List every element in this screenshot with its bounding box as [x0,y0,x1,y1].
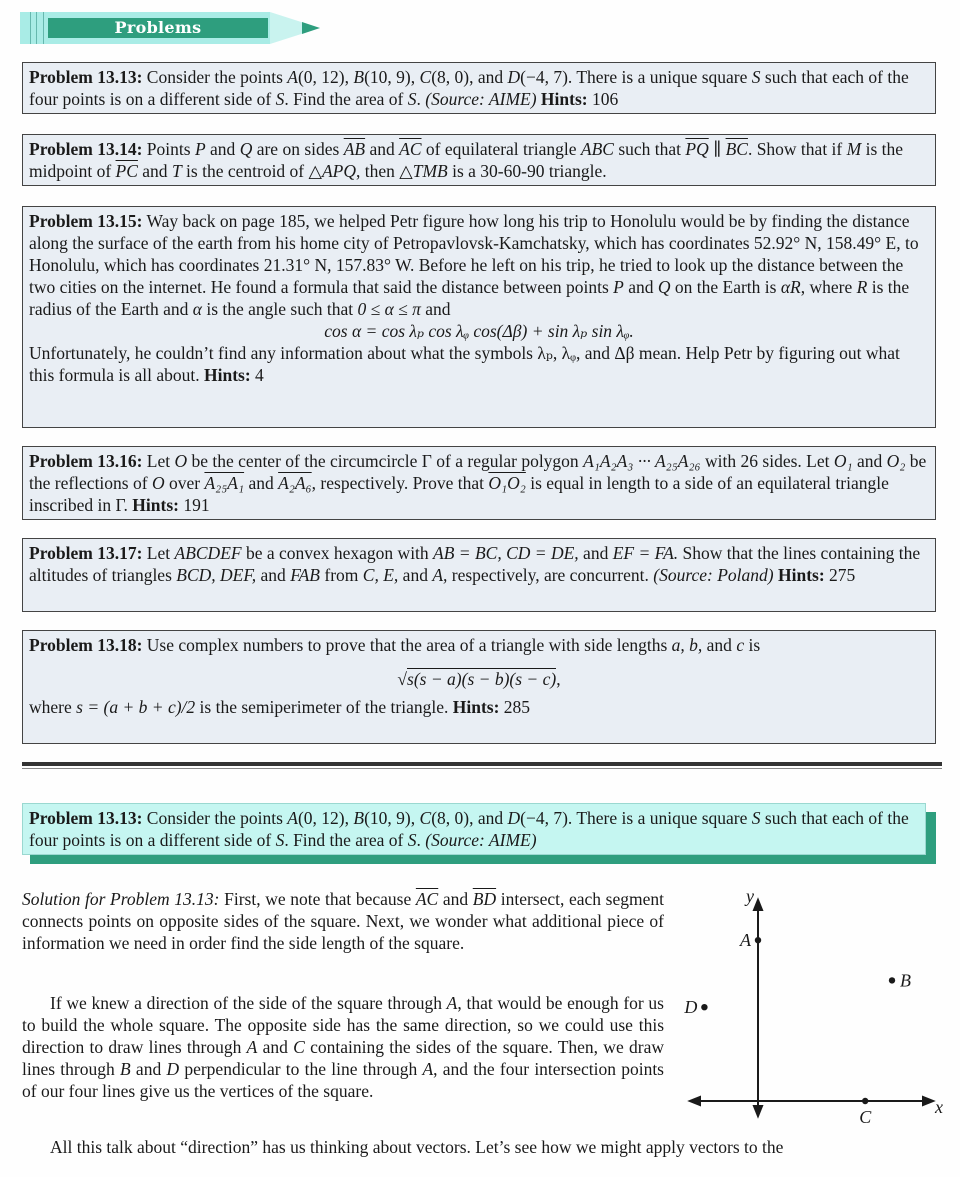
math: D [166,1059,180,1079]
text: be the reflections of [29,451,927,493]
math: A [287,67,298,87]
text: such that each of the four points is on a different side of [29,67,909,109]
text: is equal in length to a side of an equilateral triangle inscribed in Γ. [29,473,889,515]
text: (8, 0), and [431,808,508,828]
text: are on sides [252,139,344,159]
problem-heading: Problem 13.14: [29,139,143,159]
text: and [137,161,172,181]
pencil-stripes [30,12,44,44]
hints-label: Hints: [773,565,825,585]
hints-link[interactable]: 4 [250,365,264,385]
problem-heading: Problem 13.13: [29,808,143,828]
math: α [192,299,202,319]
text: over [164,473,205,493]
problem-heading: Problem 13.18: [29,635,143,655]
point-b [889,977,895,983]
text: . [416,89,426,109]
text: , and the four intersection points of our four lines give us the vertices of the square. [22,1059,664,1101]
text: and [420,299,451,319]
math: C [293,1037,305,1057]
text: and [578,543,613,563]
math: c [736,635,745,655]
math: Q [657,277,671,297]
x-axis-label: x [935,1097,943,1117]
math: FAB [290,565,321,585]
hints-link[interactable]: 275 [824,565,856,585]
text: and [130,1059,167,1079]
highlighted-problem-13-13 [22,803,926,855]
math: A, [432,565,448,585]
math: A [446,993,458,1013]
text: and [623,277,658,297]
problem-13-18 [22,630,936,744]
math: S [275,89,285,109]
math: O₁ [833,451,853,471]
text: with 26 sides. Let [700,451,834,471]
banner-title: Problems [48,18,268,38]
text: Way back on page 185, we helped Petr figure how long his trip to Honolulu would be by finding the distance along the surface of the earth from his home city of Petropavlovsk-Kamchatsky, which has coordinates 52.92° N, 158.49° E, to Honolulu, which has coordinates 21.31° N, 157.83° W. Before he left on his trip, he tried to look up the distance between the two cities on the internet. He found a formula that said the distance between points [29,211,919,297]
math: O [174,451,188,471]
math: TMB [412,161,448,181]
segment: A₂A₆ [278,473,312,493]
pencil-tip-icon [302,22,320,34]
math: B [353,67,365,87]
text: , that would be enough for us to build the whole square. The opposite side has the same direction, so we could use this direction to draw lines through [22,993,664,1057]
point-c [862,1098,868,1104]
text: is the midpoint of [29,139,904,181]
math: αR [780,277,801,297]
text: (8, 0), and [431,67,508,87]
text: and [365,139,400,159]
display-formula [29,668,929,690]
text: and [438,889,473,909]
text: , where [800,277,857,297]
math: S [407,830,417,850]
math: D [507,808,521,828]
text: containing the sides of the square. Then, we draw lines through [22,1037,664,1079]
source-note: (Source: AIME) [425,89,537,109]
text: such that [613,139,686,159]
point-label-a: A [740,930,751,951]
text: and [702,635,737,655]
source-note: (Source: AIME) [425,830,537,850]
segment: $\overline{AB}$ [343,139,366,159]
text: (−4, 7). There is a unique square [520,67,752,87]
text: Use complex numbers to prove that the area of a triangle with side lengths [142,635,672,655]
math: AB = BC, CD = DE, [433,543,579,563]
math: s = (a + b + c)/2 [76,697,196,717]
math: A [422,1059,434,1079]
segment: $\overline{BC}$ [725,139,748,159]
text: , [556,669,561,689]
text: where [29,697,77,717]
math: S [751,808,761,828]
text: (10, 9), [364,67,420,87]
text: and [244,473,279,493]
text: Let [142,451,175,471]
text: and [852,451,887,471]
hints-link[interactable]: 285 [499,697,531,717]
problem-13-16 [22,446,936,520]
math: T [171,161,182,181]
math: A₁A₂A₃ ··· A₂₅A₂₆ [583,451,701,471]
text: on the Earth is [670,277,781,297]
segment: A₂₅A₁ [204,473,245,493]
text: (−4, 7). There is a unique square [520,808,752,828]
math: D [507,67,521,87]
math: 0 ≤ α ≤ π [357,299,421,319]
source-note: (Source: Poland) [653,565,774,585]
text: Unfortunately, he couldn’t find any information about what the symbols λₚ, λᵩ, and Δβ mean. Help Petr by figuring out what this formula is all about. [29,343,900,385]
math: C [419,67,432,87]
section-divider [22,762,942,766]
solution-label: Solution for Problem 13.13: [22,889,220,909]
math: EF = FA. [612,543,679,563]
radicand: s(s − a)(s − b)(s − c) [407,669,557,689]
text: be the center of the circumcircle Γ of a regular polygon [187,451,584,471]
math: M [846,139,862,159]
text: and [205,139,240,159]
text: is the angle such that [201,299,358,319]
problem-heading: Problem 13.15: [29,211,143,231]
coordinate-figure [680,880,960,1130]
math: BCD, DEF, [176,565,257,585]
text: from [320,565,363,585]
text: . Find the area of [284,830,408,850]
text: First, we note that because [219,889,416,909]
text: (0, 12), [297,808,354,828]
text: ∥ [708,139,726,159]
segment: $\overline{BD}$ [472,889,497,909]
math: C [419,808,432,828]
text: is the radius of the Earth and [29,277,910,319]
section-divider-thin [22,768,942,769]
text: . [416,830,426,850]
math: ABC [580,139,614,159]
math: R [856,277,868,297]
hints-label: Hints: [127,495,179,515]
segment: $\overline{PQ}$ [685,139,709,159]
text: If we knew a direction of the side of the square through [50,993,447,1013]
math: A [287,808,298,828]
text: perpendicular to the line through [179,1059,423,1079]
text: Show that the lines containing the altitudes of triangles [29,543,921,585]
text: , respectively. Prove that [311,473,489,493]
math: P [194,139,206,159]
math: B [353,808,365,828]
math: ABCDEF [174,543,242,563]
text: is a 30-60-90 triangle. [447,161,607,181]
point-d [701,1004,707,1010]
problem-13-15 [22,206,936,428]
text: (0, 12), [297,67,354,87]
segment: $\overline{PC}$ [115,161,138,181]
sqrt-sign: √ [397,669,408,689]
solution-paragraph-1 [22,888,664,954]
math: S [275,830,285,850]
problem-heading: Problem 13.17: [29,543,143,563]
hints-link[interactable]: 191 [178,495,210,515]
math: P [613,277,624,297]
math: C, E, [362,565,399,585]
display-formula: cos α = cos λₚ cos λᵩ cos(Δβ) + sin λₚ sin λᵩ. [324,321,634,341]
math: APQ [321,161,357,181]
problem-13-14 [22,134,936,186]
hints-label: Hints: [199,365,251,385]
math: O [151,473,165,493]
text: and [398,565,433,585]
text: respectively, are concurrent. [447,565,654,585]
problem-heading: Problem 13.16: [29,451,143,471]
text: . Show that if [747,139,847,159]
text: such that each of the four points is on a different side of [29,808,909,850]
text: is the centroid of △ [181,161,322,181]
text: Let [142,543,175,563]
math: a, b, [671,635,703,655]
text: is [744,635,761,655]
math: S [407,89,417,109]
segment: $\overline{AC}$ [399,139,422,159]
solution-paragraph-3: All this talk about “direction” has us thinking about vectors. Let’s see how we might apply vectors to the [50,1137,784,1157]
segment: O₁O₂ [488,473,526,493]
math: O₂ [886,451,906,471]
text: intersect, each segment connects points on opposite sides of the square. Next, we wonder what additional piece of information we need in order find the side length of the square. [22,889,664,953]
math: Q [239,139,253,159]
text: Consider the points [142,808,288,828]
text: and [257,1037,294,1057]
text: and [256,565,291,585]
y-axis-label: y [746,886,754,906]
hints-link[interactable]: 106 [587,89,619,109]
hints-label: Hints: [536,89,588,109]
segment: $\overline{AC}$ [415,889,439,909]
point-label-c: C [859,1107,872,1127]
hints-label: Hints: [448,697,500,717]
text: be a convex hexagon with [241,543,434,563]
problems-banner [20,12,320,44]
point-label-b: B [900,970,911,991]
problem-13-17 [22,538,936,612]
text: . Find the area of [284,89,408,109]
text: (10, 9), [364,808,420,828]
text: of equilateral triangle [421,139,581,159]
math: S [751,67,761,87]
problem-13-13 [22,62,936,114]
math: B [119,1059,131,1079]
math: A [246,1037,258,1057]
solution-paragraph-2 [22,992,664,1102]
point-label-d: D [684,997,698,1018]
text: , then △ [356,161,413,181]
problem-heading: Problem 13.13: [29,67,143,87]
text: Consider the points [142,67,288,87]
text: is the semiperimeter of the triangle. [195,697,449,717]
point-a [755,937,761,943]
text: Points [142,139,195,159]
